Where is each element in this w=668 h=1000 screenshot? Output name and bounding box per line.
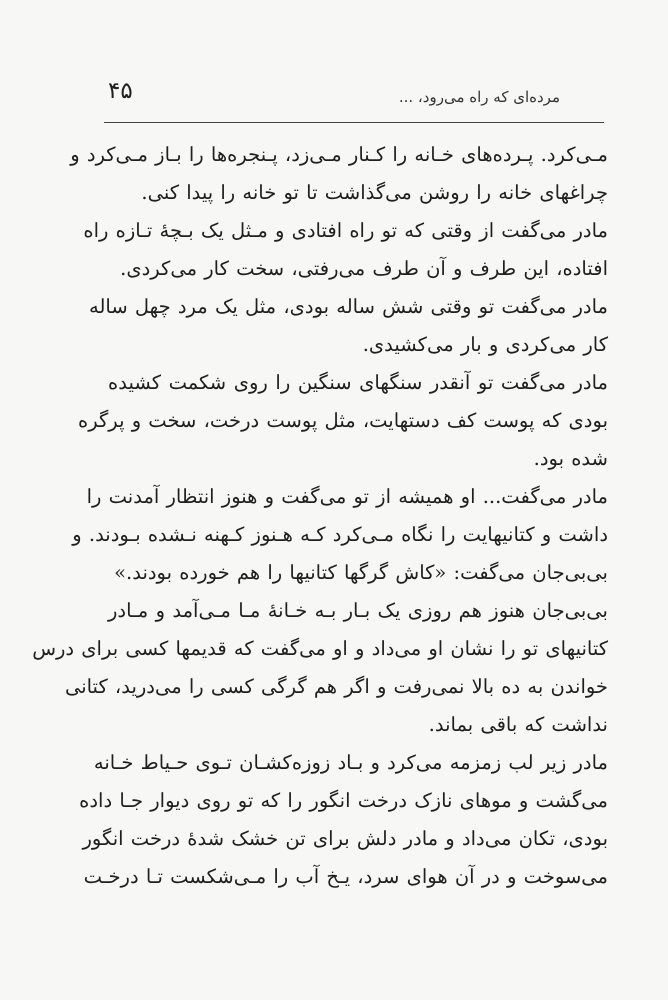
running-title: مرده‌ای که راه می‌رود، ... [398, 88, 560, 106]
text-line: شده بود. [533, 447, 608, 470]
page-header [108, 78, 560, 114]
text-line: داشت و کتانیهایت را نگاه مـی‌کرد کـه هـنوز کـهنه نـشده بـودند. و [72, 523, 608, 546]
text-line: کار می‌کردی و بار می‌کشیدی. [362, 333, 608, 356]
text-line: مادر زیر لب زمزمه می‌کرد و بـاد زوزه‌کشـان تـوی حـیاط خـانه [93, 751, 608, 774]
text-line: بی‌بی‌جان هنوز هم روزی یک بـار بـه خـانهٔ مـا مـی‌آمد و مـادر [108, 599, 608, 622]
text-line: مادر می‌گفت از وقتی که تو راه افتادی و مـثل یک بـچهٔ تـازه راه [83, 219, 608, 242]
text-line: مادر می‌گفت تو وقتی شش ساله بودی، مثل یک مرد چهل ساله [88, 295, 608, 318]
text-line: می‌سوخت و در آن هوای سرد، یـخ آب را مـی‌شکست تـا درخـت [83, 865, 608, 888]
text-line: مـی‌کرد. پـرده‌های خـانه را کـنار مـی‌زد، پـنجره‌ها را بـاز مـی‌کرد و [70, 143, 608, 166]
body-text [32, 136, 608, 896]
text-line: می‌گشت و موهای نازک درخت انگور را که تو روی دیوار جـا داده [79, 789, 608, 812]
text-line: نداشت که باقی بماند. [428, 713, 608, 736]
text-line: بودی، تکان می‌داد و مادر دلش برای تن خشک شدهٔ درخت انگور [82, 827, 608, 850]
text-line: مادر می‌گفت... او همیشه از تو می‌گفت و هنوز انتظار آمدنت را [86, 485, 608, 508]
header-rule [104, 122, 604, 123]
text-line: چراغهای خانه را روشن می‌گذاشت تا تو خانه را پیدا کنی. [141, 181, 608, 204]
text-line: بی‌بی‌جان می‌گفت: «کاش گرگها کتانیها را هم خورده بودند.» [114, 561, 608, 584]
text-line: مادر می‌گفت تو آنقدر سنگهای سنگین را روی شکمت کشیده [108, 371, 608, 394]
text-line: افتاده، این طرف و آن طرف می‌رفتی، سخت کار می‌کردی. [120, 257, 608, 280]
text-line: خواندن به ده بالا نمی‌رفت و اگر هم گرگی کسی را می‌درید، کتانی [64, 675, 608, 698]
text-line: کتانیهای تو را نشان او می‌داد و او می‌گفت که قدیمها کسی برای درس [32, 637, 608, 660]
page-number: ۴۵ [108, 78, 133, 104]
text-line: بودی که پوست کف دستهایت، مثل پوست درخت، سخت و پرگره [78, 409, 608, 432]
